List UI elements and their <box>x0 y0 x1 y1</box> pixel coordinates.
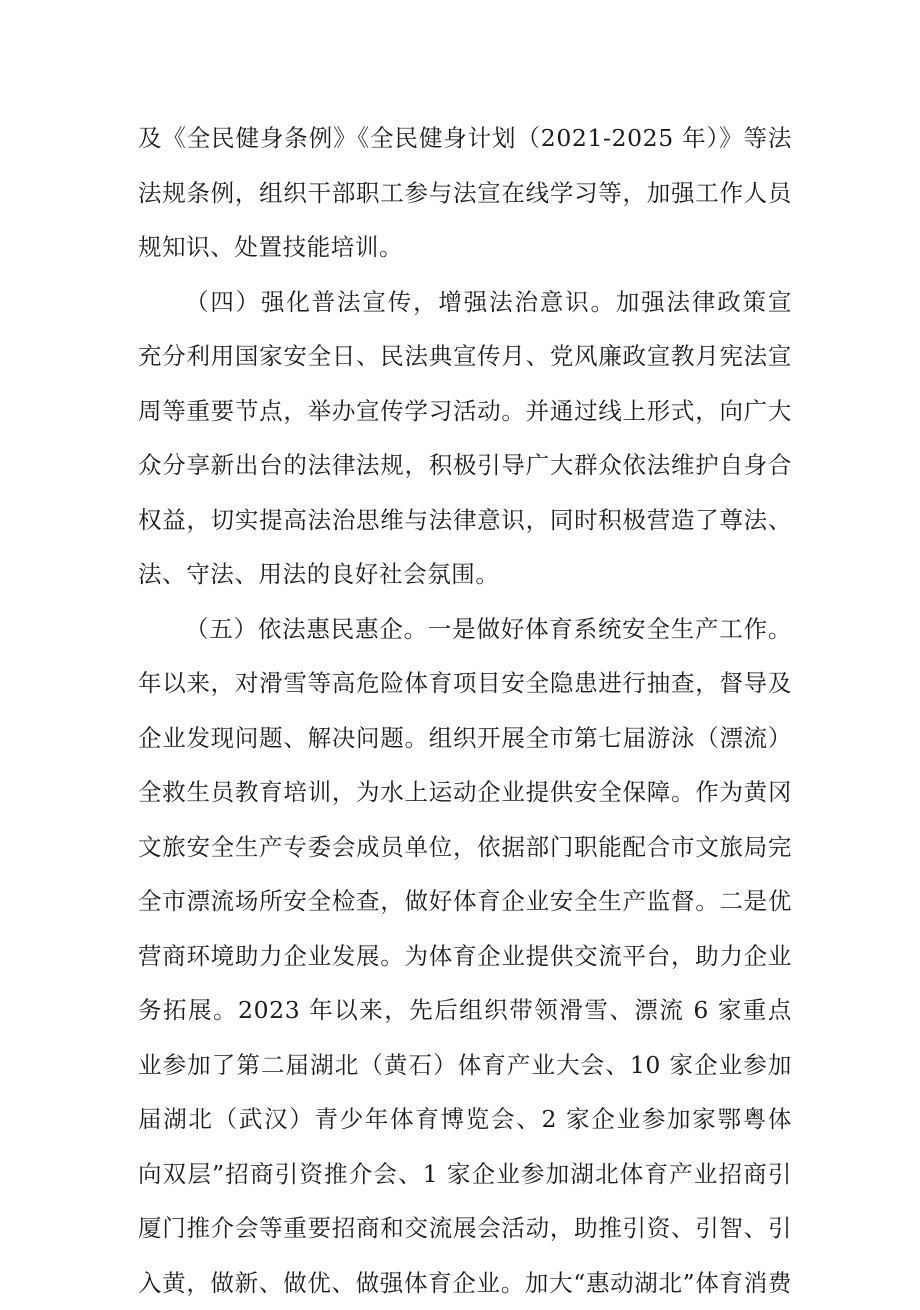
paragraph-line: 业参加了第二届湖北（黄石）体育产业大会、10 家企业参加 <box>138 1038 792 1093</box>
paragraph-line: 众分享新出台的法律法规，积极引导广大群众依法维护自身合 <box>138 438 792 493</box>
paragraph-line: 向双层”招商引资推介会、1 家企业参加湖北体育产业招商引 <box>138 1147 792 1202</box>
paragraph-line: 充分利用国家安全日、民法典宣传月、党风廉政宣教月宪法宣 <box>138 329 792 384</box>
paragraph-line: 法、守法、用法的良好社会氛围。 <box>138 547 792 602</box>
document-body <box>138 111 792 1310</box>
paragraph-line: 文旅安全生产专委会成员单位，依据部门职能配合市文旅局完 <box>138 820 792 875</box>
paragraph-line: 及《全民健身条例》《全民健身计划（2021-2025 年）》等法 <box>138 111 792 166</box>
paragraph-line: 企业发现问题、解决问题。组织开展全市第七届游泳（漂流） <box>138 711 792 766</box>
paragraph-line: 年以来，对滑雪等高危险体育项目安全隐患进行抽查，督导及 <box>138 656 792 711</box>
paragraph-line: 营商环境助力企业发展。为体育企业提供交流平台，助力企业 <box>138 929 792 984</box>
paragraph-line: 权益，切实提高法治思维与法律意识，同时积极营造了尊法、 <box>138 493 792 548</box>
paragraph-line: 届湖北（武汉）青少年体育博览会、2 家企业参加家鄂粤体 <box>138 1092 792 1147</box>
paragraph-line: 周等重要节点，举办宣传学习活动。并通过线上形式，向广大 <box>138 384 792 439</box>
paragraph-line: 厦门推介会等重要招商和交流展会活动，助推引资、引智、引 <box>138 1201 792 1256</box>
section-heading-line: （五）依法惠民惠企。一是做好体育系统安全生产工作。 <box>138 602 792 657</box>
section-heading-line: （四）强化普法宣传，增强法治意识。加强法律政策宣 <box>138 275 792 330</box>
paragraph-line: 全救生员教育培训，为水上运动企业提供安全保障。作为黄冈 <box>138 765 792 820</box>
paragraph-line: 规知识、处置技能培训。 <box>138 220 792 275</box>
paragraph-line: 全市漂流场所安全检查，做好体育企业安全生产监督。二是优 <box>138 874 792 929</box>
paragraph-line: 入黄，做新、做优、做强体育企业。加大“惠动湖北”体育消费 <box>138 1256 792 1310</box>
paragraph-line: 务拓展。2023 年以来，先后组织带领滑雪、漂流 6 家重点 <box>138 983 792 1038</box>
paragraph-line: 法规条例，组织干部职工参与法宣在线学习等，加强工作人员 <box>138 166 792 221</box>
